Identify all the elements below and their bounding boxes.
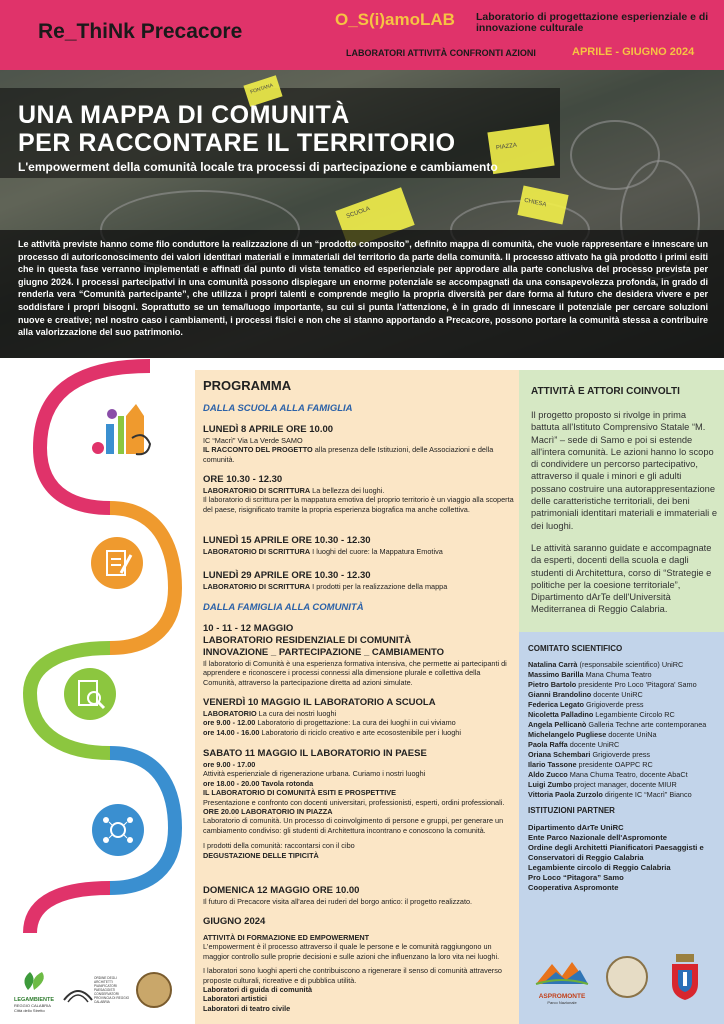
event-title: LUNEDÌ 29 APRILE ORE 10.30 - 12.30 (203, 570, 371, 581)
search-document-icon (64, 668, 116, 720)
map-label: CHIESA (523, 197, 547, 209)
partner: Ordine degli Architetti Pianificatori Paesaggisti e Conservatori di Reggio Calabria (528, 843, 704, 862)
attivita-heading: ATTIVITÀ E ATTORI COINVOLTI (531, 386, 680, 397)
lab-description: Laboratorio di progettazione esperienziale e di innovazione culturale (476, 11, 709, 34)
event-title: VENERDÌ 10 MAGGIO IL LABORATORIO A SCUOLA (203, 697, 436, 708)
event-title: INNOVAZIONE _ PARTECIPAZIONE _ CAMBIAMENTO (203, 647, 445, 658)
ordine-architetti-logo: ORDINE DEGLI ARCHITETTI PIANIFICATORI PAESAGGISTI CONSERVATORI PROVINCIA DI REGGIO CALABRIA (62, 976, 130, 1006)
event-8-aprile (203, 424, 515, 464)
aspromonte-logo: ASPROMONTE Parco Nazionale (532, 956, 592, 1010)
curve-pink-end (30, 888, 110, 933)
writing-icon (91, 537, 143, 589)
hero-subtitle: L'empowerment della comunità locale tra processi di partecipazione e cambiamento (18, 160, 498, 174)
member: Gianni Brandolino docente UniRC (528, 690, 643, 699)
member: Michelangelo Pugliese docente UniNa (528, 730, 657, 739)
event-desc: Il laboratorio di scrittura per la mappatura emotiva del proprio territorio è un viaggio alla scoperta del paese, risignificato tramite la propria esperienza biografica ma anche collettiva. (203, 495, 514, 514)
section-scuola-famiglia: DALLA SCUOLA ALLA FAMIGLIA (203, 403, 353, 414)
istituzioni-list (528, 823, 722, 893)
member: Aldo Zucco Mana Chuma Teatro, docente AbaCt (528, 770, 688, 779)
event-title: LUNEDÌ 8 APRILE ORE 10.00 (203, 424, 334, 435)
programma-heading: PROGRAMMA (203, 378, 292, 393)
hero-body: Le attività previste hanno come filo conduttore la realizzazione di un “prodotto composito”, definito mappa di comunità, che vuole rappresentare e innescare un processo di autoriconoscimento dei valori identitari materiali e immateriali del territorio da parte della comunità. Il processo attivato ha già prodotto i primi esiti che in questa fase verranno implementati e affinati dal punto di vista tematico ed esperienziale per approdare alla parte conclusiva del processo prevista per giugno 2024. I processi partecipativi in una comunità possono dispiegare un enorme potenziale se accompagnati da una consapevolezza profonda, in grado di renderla vera “Comunità partecipante”, che utilizza i propri talenti e comprende meglio la propria diversità per dare forma al futuro che desidera vivere e per soddisfare i propri bisogni. Soprattutto se un tema/luogo importante, su cui si punta l'attenzione, è in grado di innescare il potenziale per cercare soluzioni nuove e creative; nel nostro caso i cambiamenti, i processi fisici e non che si stanno apportando a Precacore, possono portare la comunità stessa a contribuire alla valorizzazione del suo patrimonio. (18, 239, 708, 338)
lab-name: O_S(i)amoLAB (335, 10, 455, 29)
circular-seal-logo (136, 972, 172, 1008)
event-desc: I laboratori sono luoghi aperti che contribuiscono a rigenerare il senso di comunità attraverso proposte culturali, ricreative e di pubblica utilità. (203, 966, 502, 985)
event-bold: IL RACCONTO DEL PROGETTO (203, 445, 313, 455)
event-12-maggio (203, 885, 515, 906)
event-text: Presentazione e confronto con docenti universitari, professionisti, esperti, ordini professionali. (203, 797, 505, 807)
member: Nicoletta Palladino Legambiente Circolo RC (528, 710, 675, 719)
member: Vittoria Paola Zurzolo dirigente IC “Macrì” Bianco (528, 790, 692, 799)
lab-dates: APRILE - GIUGNO 2024 (572, 46, 695, 58)
event-scrittura-1 (203, 474, 515, 514)
event-bold: ore 9.00 - 12.00 (203, 718, 256, 728)
event-text: I luoghi del cuore: la Mappatura Emotiva (310, 547, 443, 556)
member: Natalina Carrà (responsabile scientifico) UniRC (528, 660, 684, 669)
legambiente-logo: LEGAMBIENTE REGGIO CALABRIA Città dello Stretto (14, 970, 60, 1014)
event-text: Laboratorio di comunità. Un processo di coinvolgimento di persone e gruppi, per generare un cambiamento condiviso: gli studenti di Architettura incontrano e conoscono la comunità. (203, 816, 504, 835)
event-text: Laboratorio di progettazione: La cura dei luoghi in cui viviamo (255, 718, 456, 728)
event-15-aprile (203, 535, 515, 556)
map-label: FONTANA (249, 82, 274, 96)
event-bold: LABORATORIO DI SCRITTURA (203, 486, 311, 495)
istituzioni-heading: ISTITUZIONI PARTNER (528, 806, 615, 815)
hero-title-line2: PER RACCONTARE IL TERRITORIO (18, 129, 456, 157)
attivita-p2: Le attività saranno guidate e accompagnate da esperti, docenti della scuola e dagli studenti di Architettura, corso di “Strategie e politiche per la coesione territoriale”, Dipartimento dArTe dell'Università Mediterranea di Reggio Calabria. (531, 542, 712, 615)
event-bold: LABORATORIO DI SCRITTURA (203, 547, 311, 556)
event-title: GIUGNO 2024 (203, 916, 266, 927)
event-bold: IL LABORATORIO DI COMUNITÀ ESITI E PROSPETTIVE (203, 788, 396, 798)
member: Paola Raffa docente UniRC (528, 740, 620, 749)
event-title: LUNEDÌ 15 APRILE ORE 10.30 - 12.30 (203, 535, 371, 546)
event-11-maggio (203, 748, 515, 860)
section-famiglia-comunita: DALLA FAMIGLIA ALLA COMUNITÀ (203, 602, 364, 613)
event-text: alla presenza delle Istituzioni, delle Associazioni e della comunità. (203, 445, 494, 464)
event-text: La bellezza dei luoghi. (310, 486, 385, 495)
project-title: Re_ThiNk Precacore (38, 20, 243, 43)
event-title: SABATO 11 MAGGIO IL LABORATORIO IN PAESE (203, 748, 427, 759)
event-title: LABORATORIO RESIDENZIALE DI COMUNITÀ (203, 635, 412, 646)
event-bold: LABORATORIO DI SCRITTURA (203, 582, 311, 591)
partner: Pro Loco “Pitagora” Samo (528, 873, 624, 882)
event-giugno (203, 916, 515, 1013)
partner: Cooperativa Aspromonte (528, 883, 619, 892)
event-residenziale (203, 623, 515, 687)
member: Luigi Zumbo project manager, docente MIUR (528, 780, 677, 789)
event-text: I prodotti della comunità: raccontarsi con il cibo (203, 841, 355, 851)
event-title: ORE 10.30 - 12.30 (203, 474, 283, 485)
pro-loco-seal-logo (606, 956, 648, 998)
partner: Ente Parco Nazionale dell'Aspromonte (528, 833, 667, 842)
event-bold: ore 14.00 - 16.00 (203, 727, 260, 737)
comitato-heading: COMITATO SCIENTIFICO (528, 644, 623, 653)
map-label: PIAZZA (495, 142, 518, 152)
member: Massimo Barilla Mana Chuma Teatro (528, 670, 652, 679)
partner: Dipartimento dArTe UniRC (528, 823, 624, 832)
member: Federica Legato Grigioverde press (528, 700, 644, 709)
event-bold: Laboratori di teatro civile (203, 1003, 291, 1013)
event-bold: DEGUSTAZIONE DELLE TIPICITÀ (203, 850, 319, 860)
event-29-aprile (203, 570, 515, 591)
hero-title-line1: UNA MAPPA DI COMUNITÀ (18, 101, 350, 129)
event-place: IC “Macrì” Via La Verde SAMO (203, 436, 303, 445)
community-network-icon (92, 804, 144, 856)
event-bold: ORE 20.00 LABORATORIO IN PIAZZA (203, 807, 333, 817)
member: Ilario Tassone presidente OAPPC RC (528, 760, 653, 769)
event-desc: Il laboratorio di Comunità è una esperienza formativa intensiva, che permette ai partecipanti di apprendere e riconoscere i processi connessi alla dimensione plurale e collettiva della Comunità, attraverso la partecipazione diretta ad azioni simulate. (203, 659, 507, 687)
member: Pietro Bartolo presidente Pro Loco 'Pitagora' Samo (528, 680, 697, 689)
event-bold: Laboratori artistici (203, 994, 268, 1004)
event-10-maggio (203, 697, 515, 737)
comitato-list (528, 660, 722, 800)
event-bold: ore 9.00 - 17.00 (203, 760, 256, 769)
map-logo (78, 386, 164, 472)
map-label: SCUOLA (345, 205, 371, 221)
event-bold: ATTIVITÀ DI FORMAZIONE ED EMPOWERMENT (203, 933, 370, 942)
member: Oriana Schembari Grigioverde press (528, 750, 651, 759)
event-text: I prodotti per la realizzazione della mappa (310, 582, 448, 591)
event-desc: L'empowerment è il processo attraverso il quale le persone e le comunità raggiungono un maggior controllo sulle proprie decisioni e sulle azioni che influenzano la loro vita nei luoghi. (203, 942, 500, 961)
event-text: Laboratorio di riciclo creativo e arte ecosostenibile per i luoghi (259, 727, 461, 737)
attivita-p1: Il progetto proposto si rivolge in prima battuta all'Istituto Comprensivo Statale “M. Macrì” – sede di Samo e poi si estende all'intera comunità. Le azioni hanno lo scopo di condividere un percorso partecipativo, attraverso il quale i minori e gli adulti possano costruire una autorappresentazione delle caratteristiche territoriali, dei beni patrimoniali identitari materiali e immateriali e dei luoghi. (531, 410, 718, 531)
attivita-text (531, 409, 717, 616)
partner: Legambiente circolo di Reggio Calabria (528, 863, 671, 872)
lab-activities: LABORATORI ATTIVITÀ CONFRONTI AZIONI (346, 48, 536, 58)
event-bold: Laboratori di guida di comunità (203, 985, 313, 995)
event-bold: LABORATORIO (203, 709, 257, 718)
samo-coat-of-arms (666, 952, 704, 1002)
event-bold: ore 18.00 - 20.00 Tavola rotonda (203, 778, 314, 788)
event-text: La cura dei nostri luoghi (256, 709, 337, 718)
event-text: Il futuro di Precacore visita all'area dei ruderi del borgo antico: il progetto realizzato. (203, 897, 473, 906)
member: Angela Pellicanò Galleria Techne arte contemporanea (528, 720, 707, 729)
event-title: 10 - 11 - 12 MAGGIO (203, 623, 294, 634)
event-text: Attività esperienziale di rigenerazione urbana. Curiamo i nostri luoghi (203, 769, 426, 779)
event-title: DOMENICA 12 MAGGIO ORE 10.00 (203, 885, 360, 896)
